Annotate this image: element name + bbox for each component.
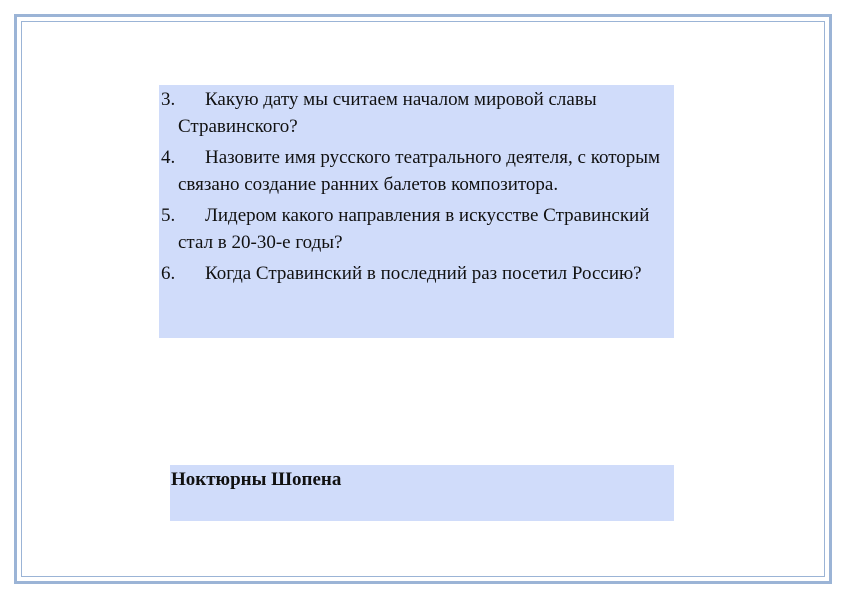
question-text: Лидером какого направления в искусстве Стравинский стал в 20-30-е годы?: [178, 205, 650, 253]
question-item: [159, 202, 674, 256]
answer-text: Ноктюрны Шопена: [171, 469, 342, 490]
question-list: [159, 85, 674, 338]
question-number: 4.: [161, 147, 176, 168]
question-text: Когда Стравинский в последний раз посетил Россию?: [205, 263, 642, 284]
question-item: [159, 144, 674, 198]
answer-box: [170, 465, 674, 521]
question-number: 3.: [161, 89, 176, 110]
question-item: [159, 86, 674, 140]
question-text: Назовите имя русского театрального деятеля, с которым связано создание ранних балетов композитора.: [178, 147, 661, 195]
question-text: Какую дату мы считаем началом мировой славы Стравинского?: [178, 89, 597, 137]
question-item: [159, 260, 674, 287]
question-number: 5.: [161, 205, 176, 226]
question-number: 6.: [161, 263, 176, 284]
